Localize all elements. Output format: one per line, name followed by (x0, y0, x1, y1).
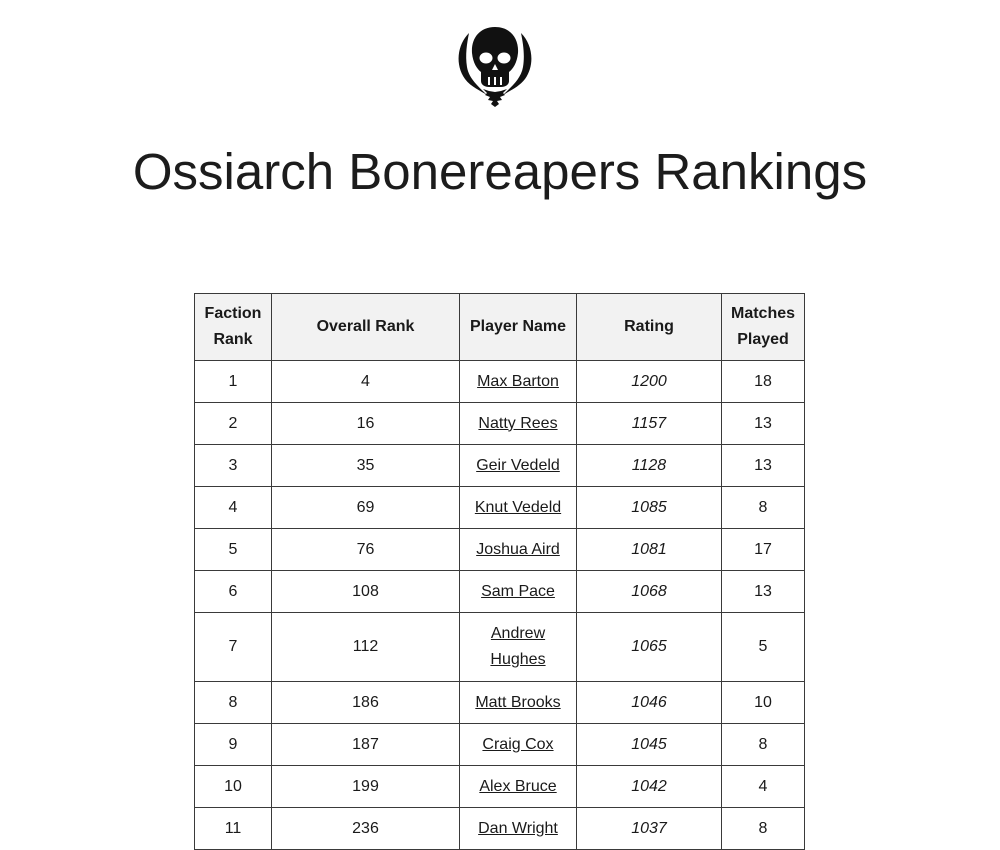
overall-rank-cell: 108 (272, 571, 460, 613)
faction-rank-cell: 11 (195, 808, 272, 850)
overall-rank-cell: 112 (272, 613, 460, 682)
matches-played-cell: 4 (722, 766, 805, 808)
overall-rank-cell: 35 (272, 445, 460, 487)
matches-played-cell: 18 (722, 361, 805, 403)
overall-rank-cell: 186 (272, 682, 460, 724)
matches-played-cell: 10 (722, 682, 805, 724)
player-link[interactable]: Craig Cox (482, 735, 554, 753)
matches-played-cell: 13 (722, 571, 805, 613)
faction-rank-cell: 4 (195, 487, 272, 529)
rating-cell: 1045 (577, 724, 722, 766)
player-name-cell (460, 487, 577, 529)
table-row (195, 682, 805, 724)
faction-rank-header[interactable]: Faction Rank (195, 294, 272, 361)
table-row (195, 724, 805, 766)
player-name-cell (460, 682, 577, 724)
player-link[interactable]: Knut Vedeld (474, 498, 562, 516)
player-link[interactable]: Alex Bruce (479, 777, 557, 795)
faction-rank-cell: 2 (195, 403, 272, 445)
matches-played-cell: 5 (722, 613, 805, 682)
player-link[interactable]: Sam Pace (481, 582, 555, 600)
matches-played-cell: 17 (722, 529, 805, 571)
rating-cell: 1046 (577, 682, 722, 724)
faction-rank-cell: 1 (195, 361, 272, 403)
overall-rank-cell: 76 (272, 529, 460, 571)
overall-rank-cell: 187 (272, 724, 460, 766)
rating-cell: 1200 (577, 361, 722, 403)
player-name-cell (460, 361, 577, 403)
table-row (195, 403, 805, 445)
table-row (195, 613, 805, 682)
rating-cell: 1037 (577, 808, 722, 850)
player-link[interactable]: Joshua Aird (476, 540, 560, 558)
faction-rank-cell: 5 (195, 529, 272, 571)
player-name-cell (460, 403, 577, 445)
player-link[interactable]: Matt Brooks (475, 693, 561, 711)
overall-rank-cell: 199 (272, 766, 460, 808)
player-name-cell (460, 571, 577, 613)
player-name-cell (460, 766, 577, 808)
matches-played-cell: 8 (722, 487, 805, 529)
matches-played-cell: 13 (722, 403, 805, 445)
rating-cell: 1128 (577, 445, 722, 487)
overall-rank-cell: 16 (272, 403, 460, 445)
table-row (195, 445, 805, 487)
overall-rank-header[interactable]: Overall Rank (272, 294, 460, 361)
player-link[interactable]: Max Barton (477, 372, 559, 390)
table-row (195, 529, 805, 571)
player-name-cell (460, 529, 577, 571)
rating-cell: 1065 (577, 613, 722, 682)
player-name-cell (460, 613, 577, 682)
matches-played-cell: 8 (722, 724, 805, 766)
rating-header[interactable]: Rating (577, 294, 722, 361)
player-link[interactable]: Geir Vedeld (476, 456, 560, 474)
overall-rank-cell: 236 (272, 808, 460, 850)
table-row (195, 571, 805, 613)
faction-rank-cell: 7 (195, 613, 272, 682)
table-row (195, 808, 805, 850)
overall-rank-cell: 4 (272, 361, 460, 403)
faction-rank-cell: 10 (195, 766, 272, 808)
table-row (195, 361, 805, 403)
matches-played-cell: 13 (722, 445, 805, 487)
faction-rank-cell: 8 (195, 682, 272, 724)
rating-cell: 1042 (577, 766, 722, 808)
player-link[interactable]: Andrew Hughes (490, 625, 546, 668)
player-name-cell (460, 724, 577, 766)
player-link[interactable]: Natty Rees (478, 414, 558, 432)
matches-played-cell: 8 (722, 808, 805, 850)
skull-emblem-icon (455, 25, 535, 109)
player-link[interactable]: Dan Wright (478, 819, 558, 837)
faction-rank-cell: 3 (195, 445, 272, 487)
overall-rank-cell: 69 (272, 487, 460, 529)
player-name-cell (460, 445, 577, 487)
rankings-table (194, 293, 805, 850)
table-row (195, 766, 805, 808)
player-name-cell (460, 808, 577, 850)
rating-cell: 1085 (577, 487, 722, 529)
rating-cell: 1157 (577, 403, 722, 445)
faction-rank-cell: 6 (195, 571, 272, 613)
table-row (195, 487, 805, 529)
faction-rank-cell: 9 (195, 724, 272, 766)
player-name-header[interactable]: Player Name (460, 294, 577, 361)
page-title: Ossiarch Bonereapers Rankings (132, 143, 868, 200)
matches-played-header[interactable]: Matches Played (722, 294, 805, 361)
table-header-row (195, 294, 805, 361)
rating-cell: 1068 (577, 571, 722, 613)
rating-cell: 1081 (577, 529, 722, 571)
